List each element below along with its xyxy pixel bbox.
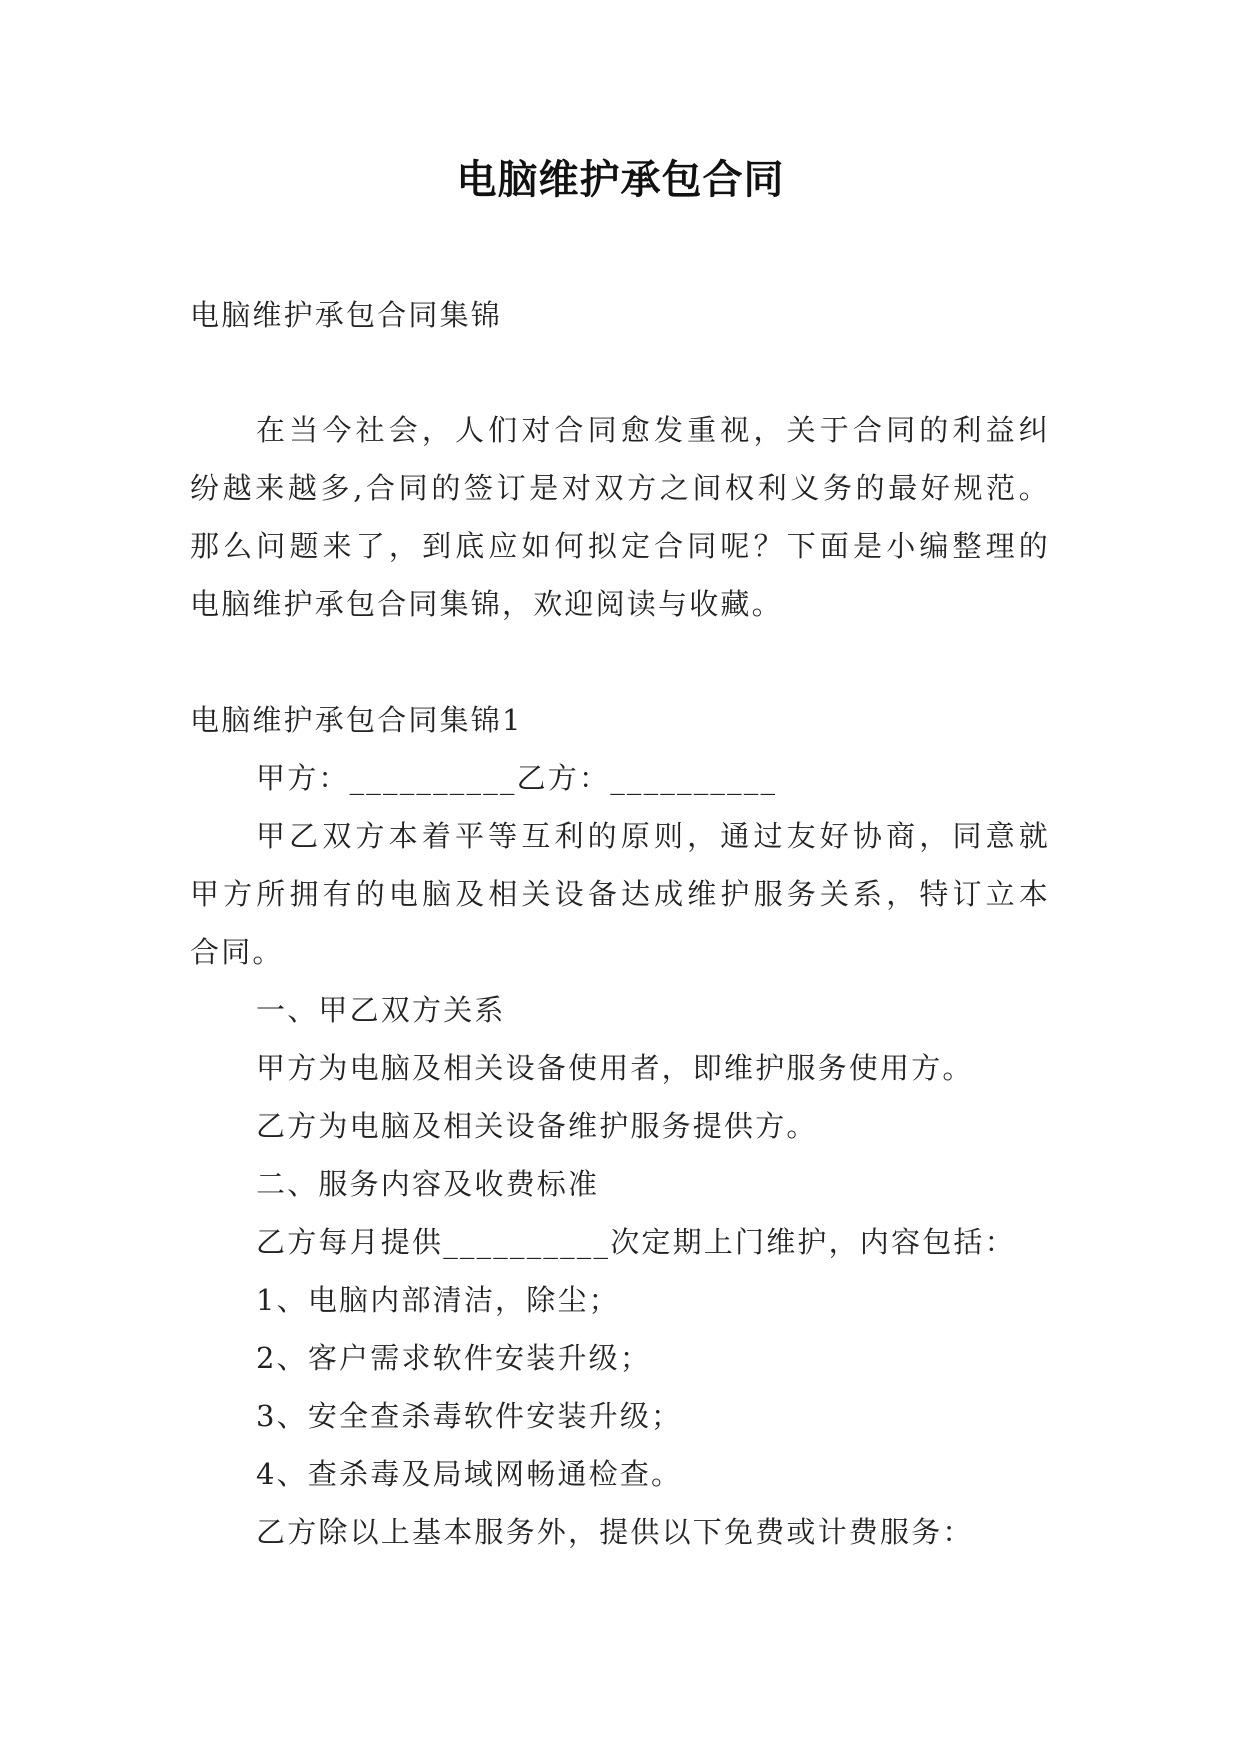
list-item: 1、电脑内部清洁，除尘； [256,1283,620,1317]
intro-line-2: 纷越来越多,合同的签订是对双方之间权利义务的最好规范。 [190,471,1050,505]
clause-2-paragraph-2: 乙方除以上基本服务外，提供以下免费或计费服务： [256,1515,974,1549]
clause-1-heading: 一、甲乙双方关系 [256,993,506,1027]
section-heading: 电脑维护承包合同集锦1 [190,703,523,737]
preamble-line-1: 甲乙双方本着平等互利的原则，通过友好协商，同意就 [256,819,1050,853]
list-item: 3、安全查杀毒软件安装升级； [256,1399,683,1433]
list-item: 4、查杀毒及局域网畅通检查。 [256,1457,683,1491]
document-subtitle: 电脑维护承包合同集锦 [190,298,503,332]
parties-line: 甲方：__________乙方：__________ [256,761,778,795]
intro-line-1: 在当今社会，人们对合同愈发重视，关于合同的利益纠 [256,413,1050,447]
clause-1-paragraph-1: 甲方为电脑及相关设备使用者，即维护服务使用方。 [256,1051,974,1085]
preamble-line-2: 甲方所拥有的电脑及相关设备达成维护服务关系，特订立本 [190,877,1050,911]
list-item: 2、客户需求软件安装升级； [256,1341,652,1375]
clause-2-heading: 二、服务内容及收费标准 [256,1167,600,1201]
clause-1-paragraph-2: 乙方为电脑及相关设备维护服务提供方。 [256,1109,818,1143]
intro-line-4: 电脑维护承包合同集锦，欢迎阅读与收藏。 [190,587,783,621]
preamble-line-3: 合同。 [190,935,284,969]
page-title: 电脑维护承包合同 [456,157,785,203]
clause-2-paragraph-1: 乙方每月提供__________次定期上门维护，内容包括： [256,1225,1016,1259]
intro-line-3: 那么问题来了，到底应如何拟定合同呢？下面是小编整理的 [190,529,1050,563]
